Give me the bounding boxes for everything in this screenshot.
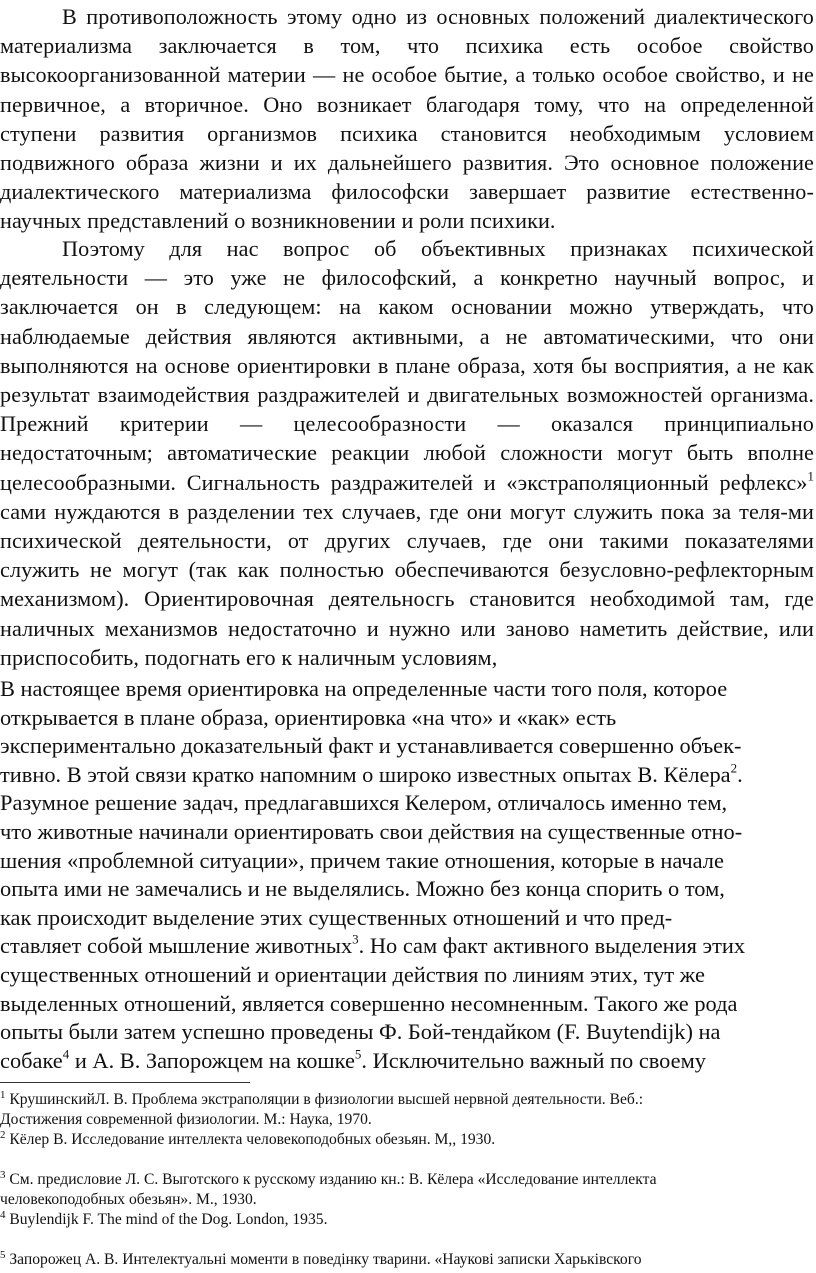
paragraph-3-line: как происходит выделение этих существенных отношений и что пред- bbox=[0, 904, 673, 930]
footnote-ref-1[interactable]: 1 bbox=[807, 468, 814, 483]
body-paragraph-1 bbox=[0, 2, 814, 236]
footnote-5 bbox=[0, 1250, 790, 1270]
footnote-1 bbox=[0, 1090, 790, 1130]
footnote-2-number: 2 bbox=[0, 1129, 6, 1141]
paragraph-3-line: выделенных отношений, является совершенно несомненным. Такого же рода bbox=[0, 990, 738, 1016]
footnote-3 bbox=[0, 1170, 790, 1210]
footnote-separator bbox=[0, 1082, 250, 1083]
footnote-ref-4[interactable]: 4 bbox=[62, 1045, 70, 1061]
paragraph-3-line-end: . bbox=[737, 761, 743, 787]
paragraph-3-line: Разумное решение задач, предлагавшихся Келером, отличалось именно тем, bbox=[0, 790, 728, 816]
paragraph-3-line-text: собаке bbox=[0, 1047, 63, 1073]
footnote-4-number: 4 bbox=[0, 1209, 6, 1221]
paragraph-3-line: что животные начинали ориентировать свои действия на существенные отно- bbox=[0, 818, 743, 844]
paragraph-2-text-b: сами нуждаются в разделении тех случаев, где они могут служить пока за теля-ми психической деятельности, от других случаев, где они такими показателями служить не могут (так как полностью обеспечиваются безусловно-рефлекторным механизмом). Ориентировочная деятельносгь становится необходимой там, где наличных механизмов недостаточно и нужно или заново наметить действие, или приспособить, подогнать его к наличным условиям, bbox=[0, 498, 814, 670]
footnote-1-text: КрушинскийЛ. В. Проблема экстраполяции в физиологии высшей нервной деятельности. Веб.: bbox=[5, 1091, 644, 1108]
paragraph-2-text-a: Поэтому для нас вопрос об объективных признаках психической деятельности — это уже не философский, а конкретно научный вопрос, и заключается он в следующем: на каком основании можно утверждать, что наблюдаемые действия являются активными, а не автоматическими, что они выполняются на основе ориентировки в плане образа, хотя бы восприятия, а не как результат взаимодействия раздражителей и двигательных возможностей организма. Прежний критерии — целесообразности — оказался принципиально недостаточным; автоматические реакции любой сложности могут быть вполне целесообразными. Сигнальность раздражителей и «экстраполяционный рефлекс» bbox=[0, 236, 814, 495]
footnote-ref-2[interactable]: 2 bbox=[730, 760, 738, 776]
paragraph-3-line: экспериментально доказательный факт и устанавливается совершенно объек- bbox=[0, 733, 742, 759]
footnote-3-text: См. предисловие Л. С. Выготского к русскому изданию кн.: В. Кёлера «Исследование интеллекта bbox=[5, 1171, 657, 1188]
paragraph-3-line bbox=[0, 932, 814, 961]
paragraph-3-line bbox=[0, 1047, 814, 1076]
footnote-2 bbox=[0, 1130, 790, 1150]
paragraph-3-line-text: и А. В. Запорожцем на кошке bbox=[69, 1047, 355, 1073]
paragraph-3-line: В настоящее время ориентировка на определенные части того поля, которое bbox=[0, 676, 728, 701]
paragraph-3-line-text: ставляет собой мышление животных bbox=[0, 933, 353, 959]
footnote-5-text: Запорожец А. В. Интелектуальні моменти в поведінку тварини. «Наукові записки Харьківского bbox=[5, 1251, 642, 1268]
footnote-5-number: 5 bbox=[0, 1249, 6, 1261]
footnote-3-number: 3 bbox=[0, 1169, 6, 1181]
paragraph-3-line: открывается в плане образа, ориентировка «на что» и «как» есть bbox=[0, 704, 617, 730]
footnote-1-text-continued: Достижения современной физиологии. М.: Наука, 1970. bbox=[0, 1111, 372, 1128]
footnote-4-text: Buylendijk F. The mind of the Dog. London, 1935. bbox=[5, 1211, 328, 1228]
paragraph-3-line: шения «проблемной ситуации», причем такие отношения, которые в начале bbox=[0, 847, 724, 873]
paragraph-3-line-text: тивно. В этой связи кратко напомним о широко известных опытах В. Кёлера bbox=[0, 761, 731, 787]
footnote-ref-5[interactable]: 5 bbox=[354, 1045, 362, 1061]
paragraph-3-line: опыта ими не замечались и не выделялись. Можно без конца спорить о том, bbox=[0, 876, 725, 902]
paragraph-3-line-end: . Но сам факт активного выделения этих bbox=[358, 933, 746, 959]
body-paragraph-3 bbox=[0, 675, 814, 1075]
footnote-3-text-continued: человекоподобных обезьян». М., 1930. bbox=[0, 1191, 257, 1208]
footnote-4 bbox=[0, 1210, 790, 1230]
footnote-1-number: 1 bbox=[0, 1089, 6, 1101]
paragraph-3-line-end: . Исключительно важный по своему bbox=[361, 1047, 706, 1073]
paragraph-3-line: существенных отношений и ориентации действия по линиям этих, тут же bbox=[0, 961, 705, 987]
paragraph-3-line bbox=[0, 761, 814, 790]
body-paragraph-2 bbox=[0, 234, 814, 672]
paragraph-1-text: В противоположность этому одно из основных положений диалектического материализма заключается в том, что психика есть особое свойство высокоорганизованной материи — не особое бытие, а только особое свойство, и не первичное, а вторичное. Оно возникает благодаря тому, что на определенной ступени развития организмов психика становится необходимым условием подвижного образа жизни и их дальнейшего развития. Это основное положение диалектического материализма философски завершает развитие естественно-научных представлений о возникновении и роли психики. bbox=[0, 4, 814, 234]
footnote-ref-3[interactable]: 3 bbox=[352, 931, 359, 947]
footnote-2-text: Кёлер В. Исследование интеллекта человекоподобных обезьян. М,, 1930. bbox=[5, 1131, 496, 1148]
paragraph-3-line: опыты были затем успешно проведены Ф. Бой-тендайком (F. Buytendijk) на bbox=[0, 1019, 721, 1045]
